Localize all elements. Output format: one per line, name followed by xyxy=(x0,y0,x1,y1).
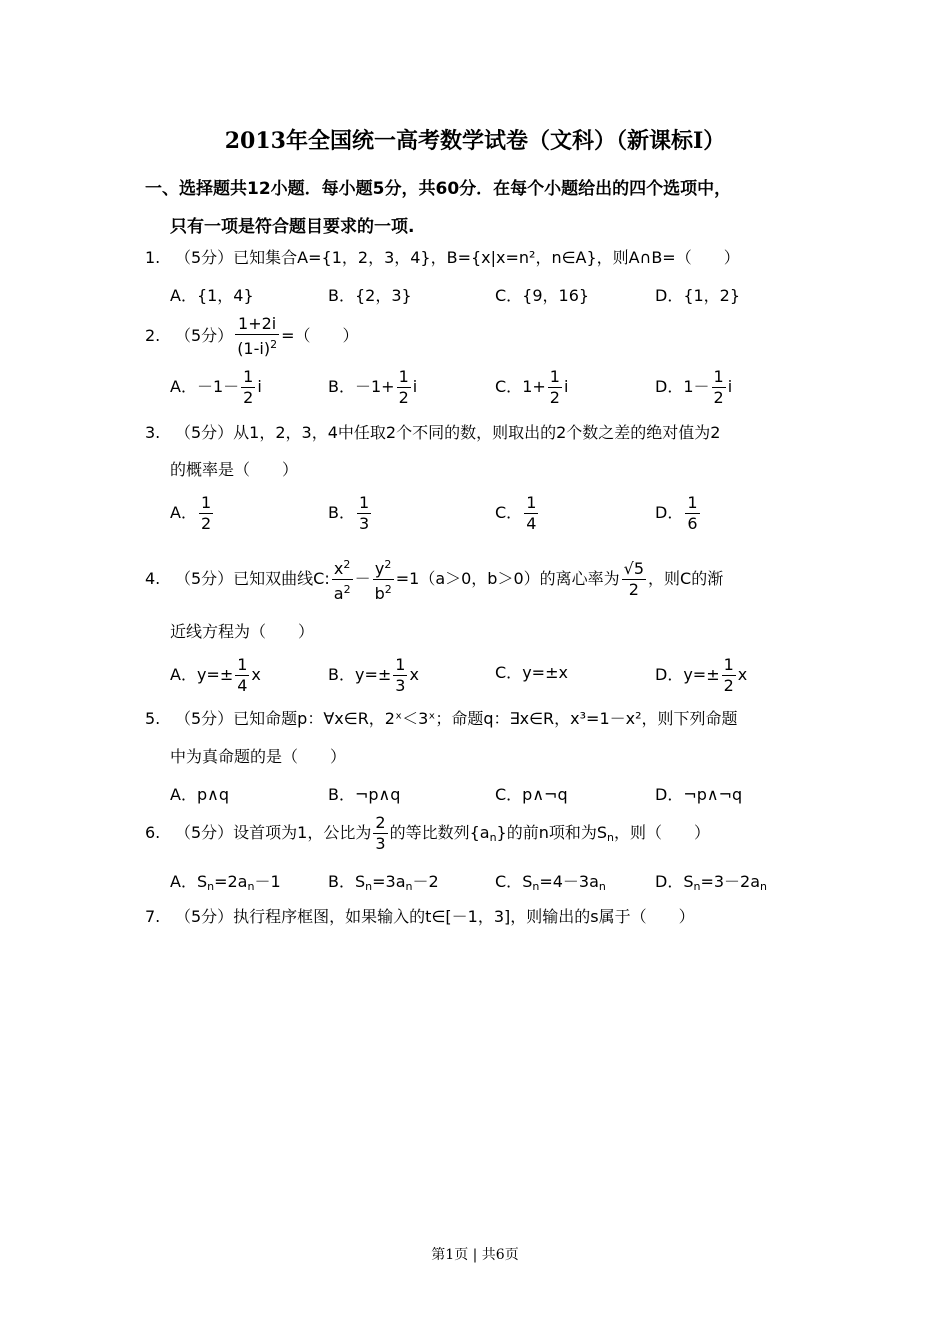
question-number: 4. xyxy=(145,569,161,588)
question-number: 5. xyxy=(145,709,161,728)
q1-option-d[interactable]: D．{1，2} xyxy=(655,286,741,305)
q3-option-d[interactable]: D． $\frac{1}{6}$ xyxy=(655,493,698,533)
q1-option-a[interactable]: A．{1，4} xyxy=(170,286,254,305)
section-heading-line1: 一、选择题共12小题．每小题5分，共60分．在每个小题给出的四个选项中， xyxy=(145,179,732,199)
fraction-numerator: 1+2i xyxy=(235,314,279,335)
q1-option-c[interactable]: C．{9，16} xyxy=(495,286,590,305)
q3-option-c[interactable]: C． $\frac{1}{4}$ xyxy=(495,493,537,533)
question-text: （5分）已知命题p：∀x∈R，2ˣ＜3ˣ；命题q：∃x∈R，x³=1－x²，则下列命题 xyxy=(175,709,738,728)
question-7 xyxy=(145,907,695,927)
question-1 xyxy=(145,248,740,268)
fraction-eccentricity: $\frac{√5}{2}$ xyxy=(623,559,645,599)
exponent: 2 xyxy=(270,338,278,351)
question-4-line2: 近线方程为（ ） xyxy=(170,622,315,641)
q6-option-b[interactable]: B．$S_n=3a_n-2$ xyxy=(328,872,439,893)
question-3-line2: 的概率是（ ） xyxy=(170,460,299,479)
question-suffix: =（ ） xyxy=(281,326,359,345)
question-6: 6. （5分）设首项为1，公比为 $\frac{2}{3}$ 的等比数列$\{a_n\}$的前n项和为$S_n$，则（ ） xyxy=(145,813,711,853)
question-number: 3. xyxy=(145,423,161,442)
question-4: 4. （5分）已知双曲线C: $\frac{x^2}{a^2}$ － $\frac{y^2}{b^2}$ =1（a＞0，b＞0）的离心率为 $\frac{√5}{2}$ ，则C的渐 xyxy=(145,555,723,604)
question-number: 7. xyxy=(145,907,161,926)
q6-option-d[interactable]: D．$S_n=3-2a_n$ xyxy=(655,872,768,893)
question-5-line2: 中为真命题的是（ ） xyxy=(170,747,347,766)
q2-option-c[interactable]: C．1+ $\frac{1}{2}$ i xyxy=(495,367,569,407)
question-2 xyxy=(145,314,359,359)
section-heading-line2: 只有一项是符合题目要求的一项. xyxy=(170,217,415,237)
q5-option-c[interactable]: C．p∧¬q xyxy=(495,785,568,804)
question-number: 2. xyxy=(145,326,161,345)
question-text: （5分）已知集合A={1，2，3，4}，B={x|x=n²，n∈A}，则A∩B=（ ） xyxy=(175,248,740,267)
q4-option-b[interactable]: B．y=± $\frac{1}{3}$ x xyxy=(328,655,419,695)
question-3 xyxy=(145,423,720,443)
q5-option-a[interactable]: A．p∧q xyxy=(170,785,229,804)
fraction-denominator: $(1-i)^2$ xyxy=(237,338,278,358)
q5-option-d[interactable]: D．¬p∧¬q xyxy=(655,785,743,804)
page-footer: 第1页 | 共6页 xyxy=(431,1247,519,1263)
q2-option-d[interactable]: D．1－ $\frac{1}{2}$ i xyxy=(655,367,733,407)
q2-option-a[interactable]: A．－1－ $\frac{1}{2}$ i xyxy=(170,367,262,407)
fraction-y2-b2: $\frac{y^2}{b^2}$ xyxy=(373,555,394,604)
question-text: （5分）从1，2，3，4中任取2个不同的数，则取出的2个数之差的绝对值为2 xyxy=(175,423,721,442)
q4-option-a[interactable]: A．y=± $\frac{1}{4}$ x xyxy=(170,655,261,695)
q3-option-b[interactable]: B． $\frac{1}{3}$ xyxy=(328,493,370,533)
fraction-x2-a2: $\frac{x^2}{a^2}$ xyxy=(332,555,353,604)
q6-option-c[interactable]: C．$S_n=4-3a_n$ xyxy=(495,872,606,893)
question-5 xyxy=(145,709,738,729)
q4-option-c[interactable]: C．y=±x xyxy=(495,663,568,682)
question-number: 1. xyxy=(145,248,161,267)
q5-option-b[interactable]: B．¬p∧q xyxy=(328,785,401,804)
page-title: 2013年全国统一高考数学试卷（文科）（新课标Ⅰ） xyxy=(224,128,726,154)
q2-option-b[interactable]: B．－1+ $\frac{1}{2}$ i xyxy=(328,367,418,407)
question-number: 6. xyxy=(145,823,161,842)
question-prefix: （5分） xyxy=(175,326,234,345)
fraction xyxy=(235,314,279,359)
q4-option-d[interactable]: D．y=± $\frac{1}{2}$ x xyxy=(655,655,748,695)
q6-option-a[interactable]: A．$S_n=2a_n-1$ xyxy=(170,872,281,893)
q3-option-a[interactable]: A． $\frac{1}{2}$ xyxy=(170,493,212,533)
q1-option-b[interactable]: B．{2，3} xyxy=(328,286,412,305)
question-text: （5分）执行程序框图，如果输入的t∈[－1，3]，则输出的s属于（ ） xyxy=(175,907,695,926)
fraction-ratio: $\frac{2}{3}$ xyxy=(375,813,386,853)
